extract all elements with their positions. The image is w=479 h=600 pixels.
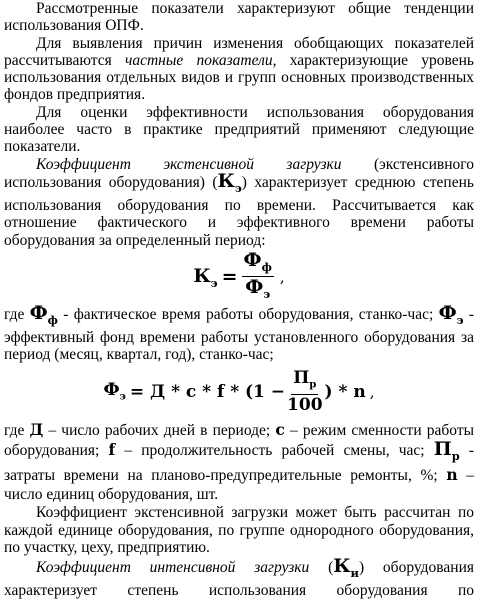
symbol-pr: $П_р$ [433,437,460,463]
p4-text-a: (экстенсивного использования оборудования) ( [4,155,474,191]
formula-fe-denominator: 100 [287,395,323,416]
paragraph-1: Рассмотренные показатели характеризуют общие тенденции использования ОПФ. [4,0,474,35]
paragraph-7: Коэффициент экстенсивной загрузки может быть рассчитан по каждой единице оборудования, по группе однородного оборудования, по участку, цеху, предприятию. [4,504,474,557]
formula-fe-fraction [287,368,323,415]
formula-fe-numerator: $П_р$ [291,368,318,395]
formula-fe-comma: , [369,382,375,401]
formula-ke [4,249,474,305]
formula-ke-comma: , [279,267,285,286]
formula-ke-numerator: $Ф_ф$ [242,250,274,278]
symbol-ke: $К_э$ [217,169,242,195]
symbol-ki: $К_и$ [333,555,359,581]
p2-text-b: , характеризующие уровень использования отдельных видов и групп основных производственных фондов предприятия. [4,51,474,104]
p4-italic-term: Коэффициент экстенсивной загрузки [36,155,342,173]
symbol-fe: $Ф_э$ [438,301,464,327]
formula-fe [4,364,474,420]
formula-ke-fraction [242,250,274,305]
symbol-c: с [275,419,285,439]
formula-ke-lhs: $К_э$ [193,264,218,290]
paragraph-3: Для оценки эффективности использования оборудования наиболее часто в практике предприятий применяют следующие показатели. [4,103,474,156]
symbol-f: f [108,439,116,459]
paragraph-9: характеризует степень использования оборудования по [4,582,474,600]
symbol-n: n [446,465,458,485]
formula-fe-part1: = Д * с * f * (1 − [129,381,286,402]
paragraph-8: Коэффициент интенсивной загрузки $(К_и)$ оборудования [36,555,474,581]
paragraph-2 [4,35,474,104]
document-page [4,0,474,600]
symbol-ff: $Ф_ф$ [29,301,58,327]
formula-fe-part2: ) * n [324,381,366,402]
p8-italic-term: Коэффициент интенсивной загрузки [36,559,310,577]
formula-fe-lhs: $Ф_э$ [103,380,126,403]
formula-ke-equals: = [221,265,238,288]
p2-text-a: Для выявления причин изменения обобщающих показателей рассчитываются [4,34,474,69]
paragraph-6: где Д – число рабочих дней в периоде; с – режим сменности работы оборудования; f – продолжительность рабочей смены, час; $П_р$ - затраты времени на планово-предупредительные ремонты, %; n – число единиц оборудования, шт. [4,419,475,504]
p2-italic-term: частные показатели [124,51,273,69]
p4-text-b: ) характеризует среднюю степень использования оборудования по времени. Рассчитывается как отношение фактического и эффективного времени работы оборудования за определенный период: [4,173,474,249]
paragraph-4 [4,156,474,249]
symbol-d: Д [29,419,44,439]
formula-ke-denominator: $Ф_э$ [245,276,271,302]
paragraph-5: где $Ф_ф$ - фактическое время работы оборудования, станко-час; $Ф_э$ - эффективный фонд времени работы установленного оборудования за период (месяц, квартал, год), станко-час; [4,301,474,364]
